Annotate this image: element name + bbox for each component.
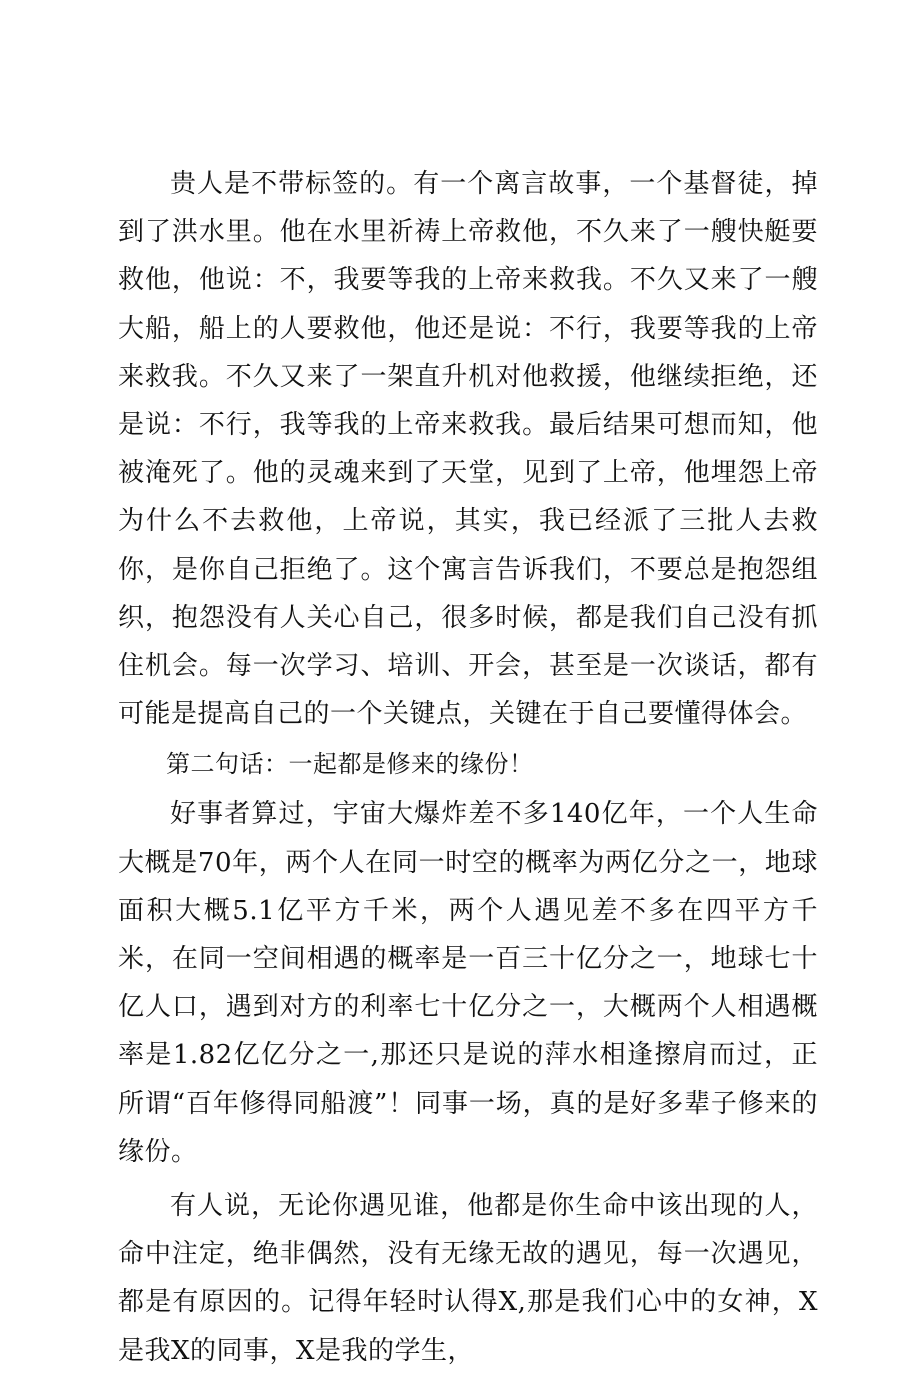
document-body <box>118 160 818 1375</box>
paragraph-probability: 好事者算过，宇宙大爆炸差不多140亿年，一个人生命大概是70年，两个人在同一时空的概率为两亿分之一，地球面积大概5.1亿平方千米，两个人遇见差不多在四平方千米，在同一空间相遇的概率是一百三十亿分之一，地球七十亿人口，遇到对方的利率七十亿分之一，大概两个人相遇概率是1.82亿亿分之一,那还只是说的萍水相逢擦肩而过，正所谓“百年修得同船渡”！同事一场，真的是好多辈子修来的缘份。 <box>118 799 818 1167</box>
section-heading-second-saying: 第二句话：一起都是修来的缘份！ <box>166 750 534 779</box>
paragraph-encounters: 有人说，无论你遇见谁，他都是你生命中该出现的人，命中注定，绝非偶然，没有无缘无故的遇见，每一次遇见，都是有原因的。记得年轻时认得X,那是我们心中的女神，X是我X的同事，X是我的学生， <box>118 1191 818 1366</box>
paragraph-parable: 贵人是不带标签的。有一个离言故事，一个基督徒，掉到了洪水里。他在水里祈祷上帝救他，不久来了一艘快艇要救他，他说：不，我要等我的上帝来救我。不久又来了一艘大船，船上的人要救他，他还是说：不行，我要等我的上帝来救我。不久又来了一架直升机对他救援，他继续拒绝，还是说：不行，我等我的上帝来救我。最后结果可想而知，他被淹死了。他的灵魂来到了天堂，见到了上帝，他埋怨上帝为什么不去救他，上帝说，其实，我已经派了三批人去救你，是你自己拒绝了。这个寓言告诉我们，不要总是抱怨组织，抱怨没有人关心自己，很多时候，都是我们自己没有抓住机会。每一次学习、培训、开会，甚至是一次谈话，都有可能是提高自己的一个关键点，关键在于自己要懂得体会。 <box>118 169 818 730</box>
